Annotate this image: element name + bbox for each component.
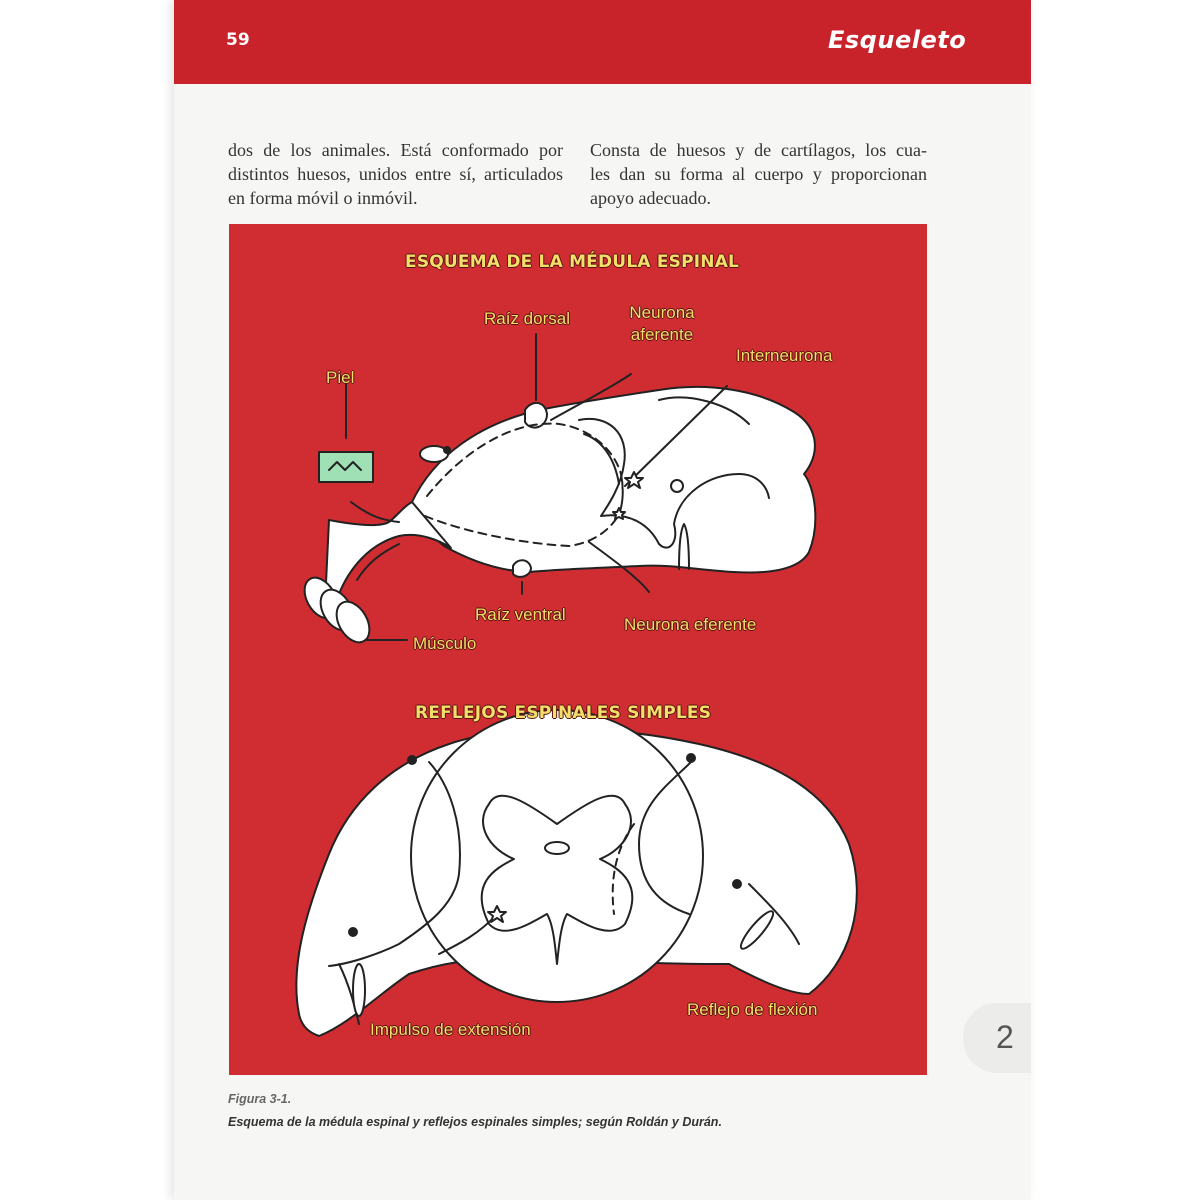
reflex-dot-3 xyxy=(733,880,741,888)
label-neurona-eferente: Neurona eferente xyxy=(624,615,757,634)
reflex-dot-4 xyxy=(349,928,357,936)
text-column-right xyxy=(590,138,927,210)
text-line: apoyo adecuado. xyxy=(590,188,711,208)
diagram2-title: REFLEJOS ESPINALES SIMPLES xyxy=(415,703,712,723)
text-column-left xyxy=(228,138,563,210)
label-interneurona: Interneurona xyxy=(736,346,833,365)
text-line: dos de los animales. Está conformado por xyxy=(228,140,563,160)
label-musculo: Músculo xyxy=(413,634,477,653)
central-canal xyxy=(671,480,683,492)
limb-bone-1 xyxy=(353,964,365,1016)
label-neurona-aferente-line1: Neurona xyxy=(629,303,695,322)
chapter-number: 2 xyxy=(996,1019,1014,1055)
diagram1-title: ESQUEMA DE LA MÉDULA ESPINAL xyxy=(405,252,740,272)
receptor-dot xyxy=(444,447,450,453)
label-neurona-aferente-line2: aferente xyxy=(630,325,694,344)
label-piel: Piel xyxy=(326,368,355,387)
page-number: 59 xyxy=(226,30,250,50)
text-line: Consta de huesos y de cartílagos, los cua- xyxy=(590,140,927,160)
figure-caption xyxy=(228,1088,928,1134)
label-reflejo-flexion: Reflejo de flexión xyxy=(687,1000,818,1019)
label-neurona-aferente xyxy=(622,302,702,346)
reflex-dot-2 xyxy=(687,754,695,762)
figure-3-1 xyxy=(229,224,927,1075)
skin-block xyxy=(319,452,373,482)
caption-text: Esquema de la médula espinal y reflejos espinales simples; según Roldán y Durán. xyxy=(228,1115,722,1129)
text-line: distintos huesos, unidos entre sí, articulados xyxy=(228,164,563,184)
label-raiz-ventral: Raíz ventral xyxy=(475,605,566,624)
section-title: Esqueleto xyxy=(828,26,967,54)
reflex-dot-1 xyxy=(408,756,416,764)
spinal-cord-section-outline xyxy=(412,387,815,573)
label-impulso-extension: Impulso de extensión xyxy=(370,1020,531,1039)
ventral-root-ganglion xyxy=(513,560,531,577)
caption-label: Figura 3-1. xyxy=(228,1092,292,1106)
text-line: les dan su forma al cuerpo y proporcionan xyxy=(590,164,927,184)
label-raiz-dorsal: Raíz dorsal xyxy=(484,309,570,328)
text-line: en forma móvil o inmóvil. xyxy=(228,188,418,208)
